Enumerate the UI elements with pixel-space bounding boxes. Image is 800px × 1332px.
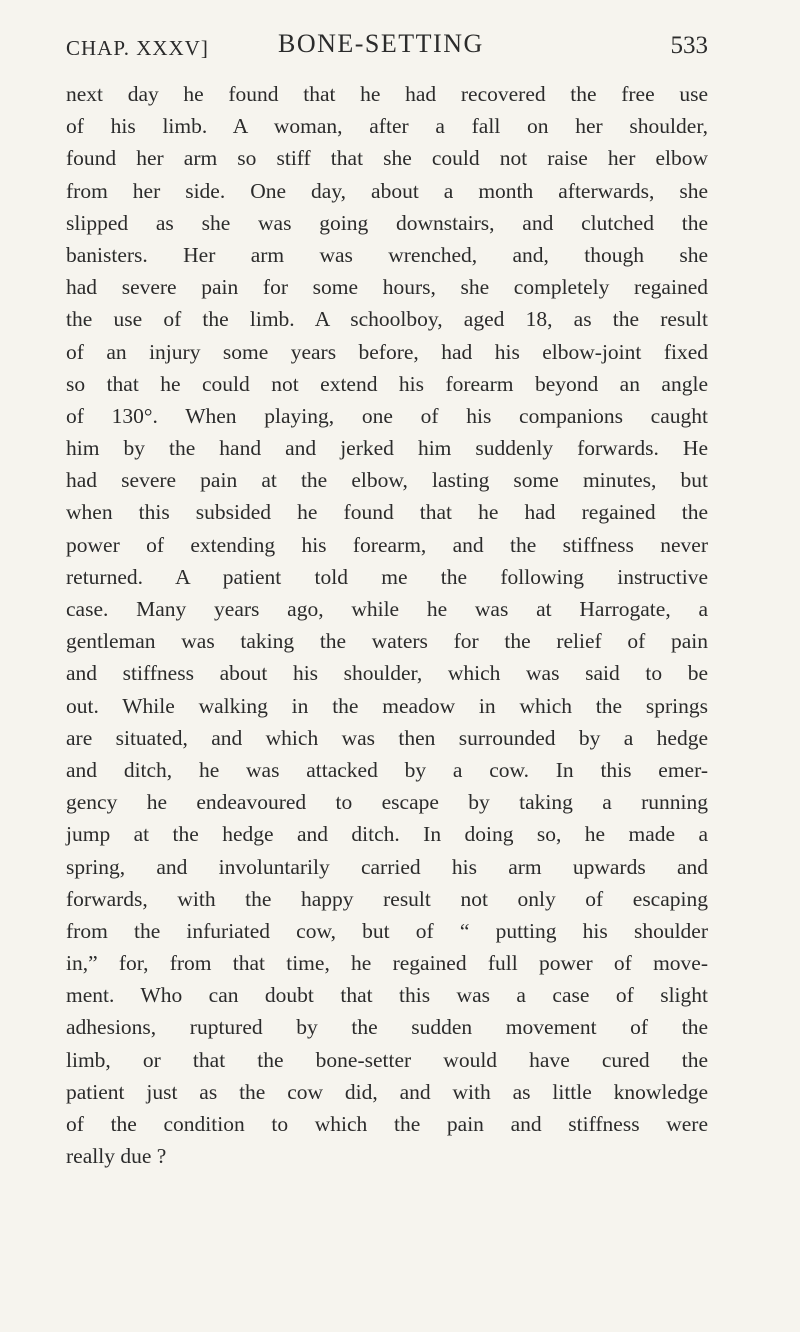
- text-line: spring, and involuntarily carried his arm upwards and: [66, 854, 708, 879]
- text-line: of 130°. When playing, one of his companions caught: [66, 403, 708, 428]
- text-line: power of extending his forearm, and the stiffness never: [66, 532, 708, 557]
- text-line: patient just as the cow did, and with as little knowledge: [66, 1079, 708, 1104]
- chapter-label: CHAP. XXXV]: [66, 36, 209, 60]
- text-line: when this subsided he found that he had regained the: [66, 500, 708, 525]
- text-line: of his limb. A woman, after a fall on her shoulder,: [66, 114, 708, 139]
- text-line: and stiffness about his shoulder, which was said to be: [66, 661, 708, 686]
- text-line: had severe pain at the elbow, lasting some minutes, but: [66, 468, 708, 493]
- text-line: gency he endeavoured to escape by taking a running: [66, 790, 708, 815]
- text-line: forwards, with the happy result not only of escaping: [66, 886, 708, 911]
- text-line: out. While walking in the meadow in which the springs: [66, 693, 708, 718]
- text-line: ment. Who can doubt that this was a case of slight: [66, 983, 708, 1008]
- text-line: jump at the hedge and ditch. In doing so, he made a: [66, 822, 708, 847]
- running-head: [66, 26, 708, 66]
- text-line: really due ?: [66, 1144, 167, 1169]
- running-title: BONE-SETTING: [278, 29, 484, 58]
- text-line: adhesions, ruptured by the sudden movement of the: [66, 1015, 708, 1040]
- text-line: had severe pain for some hours, she completely regained: [66, 275, 708, 300]
- text-line: of the condition to which the pain and stiffness were: [66, 1112, 708, 1136]
- text-line: banisters. Her arm was wrenched, and, though she: [66, 242, 708, 267]
- text-line: gentleman was taking the waters for the relief of pain: [66, 629, 708, 654]
- text-line: limb, or that the bone-setter would have cured the: [66, 1047, 708, 1072]
- text-line: case. Many years ago, while he was at Harrogate, a: [66, 597, 708, 621]
- text-line: and ditch, he was attacked by a cow. In this emer-: [66, 757, 708, 782]
- text-line: returned. A patient told me the following instructive: [66, 564, 708, 589]
- text-line: him by the hand and jerked him suddenly forwards. He: [66, 436, 708, 461]
- text-line: the use of the limb. A schoolboy, aged 18, as the result: [66, 307, 708, 332]
- text-line: are situated, and which was then surrounded by a hedge: [66, 725, 708, 750]
- body-paragraph: [66, 78, 708, 1172]
- text-line: so that he could not extend his forearm beyond an angle: [66, 371, 708, 396]
- text-line: slipped as she was going downstairs, and clutched the: [66, 210, 708, 235]
- text-line: of an injury some years before, had his elbow-joint fixed: [66, 339, 708, 364]
- text-line: in,” for, from that time, he regained full power of move-: [66, 951, 708, 976]
- text-line: from the infuriated cow, but of “ putting his shoulder: [66, 918, 708, 943]
- page-number: 533: [670, 32, 708, 59]
- text-line: next day he found that he had recovered the free use: [66, 82, 708, 106]
- text-line: from her side. One day, about a month afterwards, she: [66, 178, 708, 203]
- text-line: found her arm so stiff that she could not raise her elbow: [66, 146, 708, 171]
